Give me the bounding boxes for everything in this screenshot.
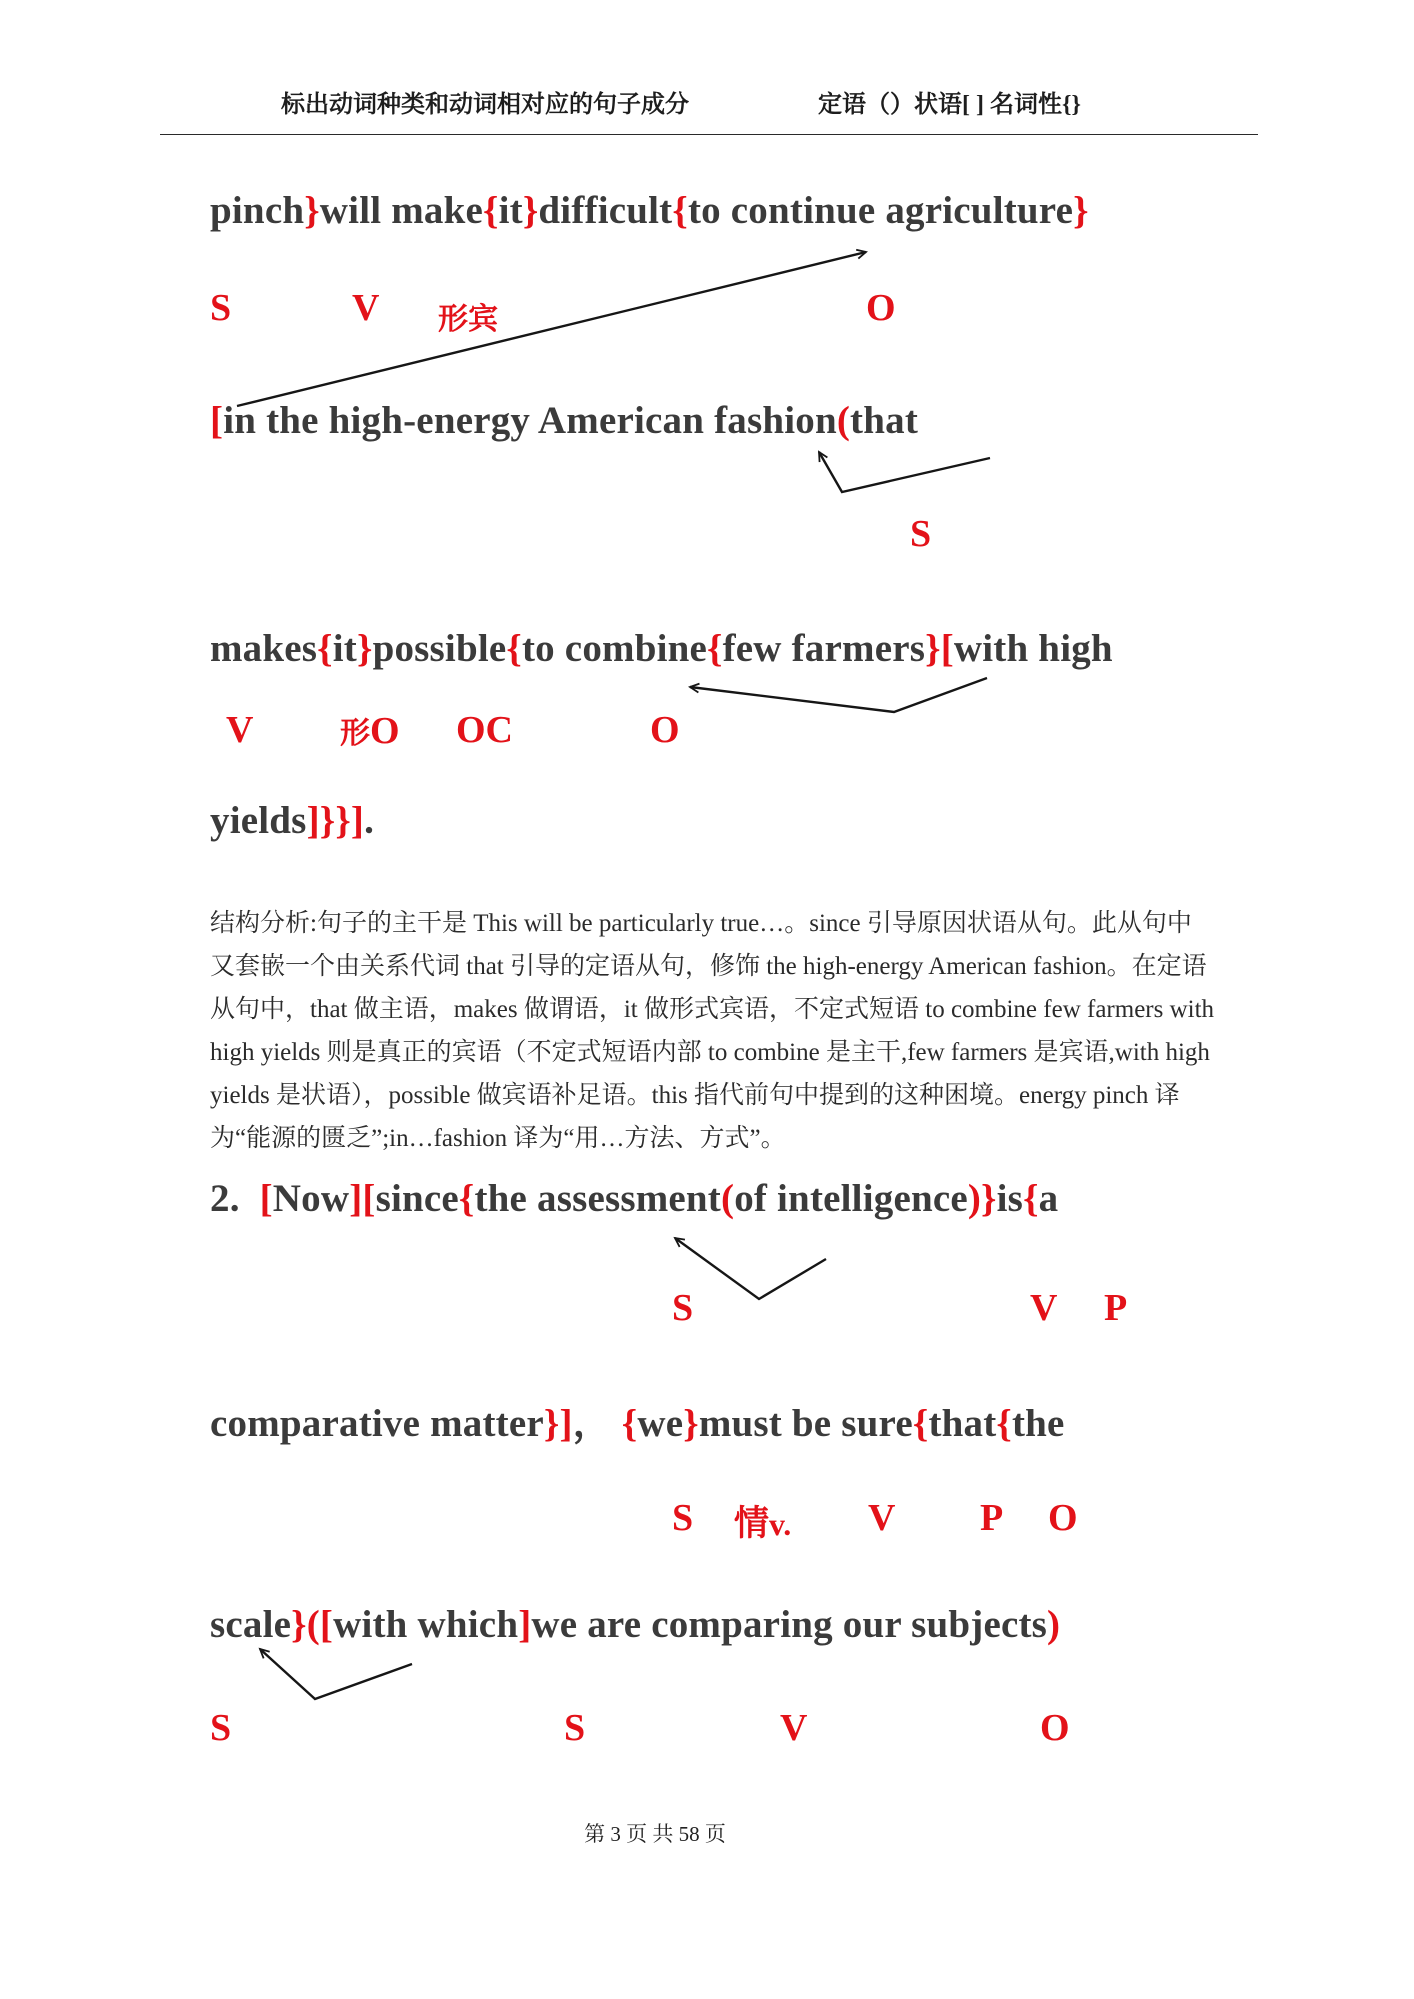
grammar-label-s: S bbox=[564, 1707, 586, 1749]
sentence2-line2: comparative matter}]， {we}must be sure{that{the bbox=[210, 1402, 1065, 1445]
grammar-label-o: O bbox=[1040, 1707, 1070, 1749]
arrow-to-combine bbox=[690, 678, 987, 712]
grammar-label-p: P bbox=[980, 1497, 1004, 1539]
header-right-legend: 定语（）状语[ ] 名词性{} bbox=[818, 92, 1081, 118]
grammar-label-p: P bbox=[1104, 1287, 1128, 1329]
grammar-label-xingbin: 形宾 bbox=[438, 303, 498, 336]
arrow-to-assessment bbox=[675, 1238, 826, 1299]
grammar-label-v: V bbox=[352, 287, 380, 329]
analysis-line: 结构分析:句子的主干是 This will be particularly true…。since 引导原因状语从句。此从句中 bbox=[210, 910, 1192, 937]
header-left-title: 标出动词种类和动词相对应的句子成分 bbox=[281, 92, 689, 118]
analysis-line: high yields 则是真正的宾语（不定式短语内部 to combine 是主干,few farmers 是宾语,with high bbox=[210, 1039, 1210, 1066]
sentence1-line2: [in the high-energy American fashion(that bbox=[210, 399, 919, 442]
grammar-label-v: V bbox=[780, 1707, 808, 1749]
grammar-label-v: V bbox=[868, 1497, 896, 1539]
arrow-to-continue-agriculture bbox=[237, 252, 866, 406]
grammar-label-o: O bbox=[650, 709, 680, 751]
grammar-label-qing-v: 情v. bbox=[734, 1504, 792, 1543]
grammar-label-o: O bbox=[866, 287, 896, 329]
header-rule bbox=[160, 134, 1258, 135]
analysis-line: 又套嵌一个由关系代词 that 引导的定语从句，修饰 the high-energy American fashion。在定语 bbox=[210, 953, 1207, 980]
analysis-line: 为“能源的匮乏”;in…fashion 译为“用…方法、方式”。 bbox=[210, 1125, 786, 1152]
arrow-to-scale bbox=[260, 1649, 412, 1699]
analysis-paragraph bbox=[210, 902, 1220, 1160]
grammar-label-v: V bbox=[226, 709, 254, 751]
page-footer: 第 3 页 共 58 页 bbox=[584, 1822, 726, 1846]
grammar-label-v: V bbox=[1030, 1287, 1058, 1329]
grammar-label-s: S bbox=[210, 1707, 232, 1749]
grammar-label-s: S bbox=[910, 513, 932, 555]
analysis-line: 从句中，that 做主语，makes 做谓语，it 做形式宾语，不定式短语 to combine few farmers with bbox=[210, 996, 1215, 1023]
sentence2-line1: 2. [Now][since{the assessment(of intelligence)}is{a bbox=[210, 1177, 1059, 1220]
grammar-label-oc: OC bbox=[456, 709, 513, 751]
sentence1-line1: pinch}will make{it}difficult{to continue agriculture} bbox=[210, 189, 1089, 232]
grammar-label-o: O bbox=[1048, 1497, 1078, 1539]
grammar-label-xing-o: 形O bbox=[340, 710, 400, 752]
analysis-line: yields 是状语），possible 做宾语补足语。this 指代前句中提到的这种困境。energy pinch 译 bbox=[210, 1082, 1180, 1109]
grammar-label-s: S bbox=[672, 1287, 694, 1329]
sentence1-line4: yields]}}]. bbox=[210, 799, 375, 842]
grammar-label-s: S bbox=[672, 1497, 694, 1539]
sentence1-line3: makes{it}possible{to combine{few farmers}[with high bbox=[210, 627, 1113, 670]
grammar-label-s: S bbox=[210, 287, 232, 329]
arrow-to-fashion-that bbox=[819, 452, 990, 492]
sentence2-line3: scale}([with which]we are comparing our subjects) bbox=[210, 1603, 1061, 1646]
